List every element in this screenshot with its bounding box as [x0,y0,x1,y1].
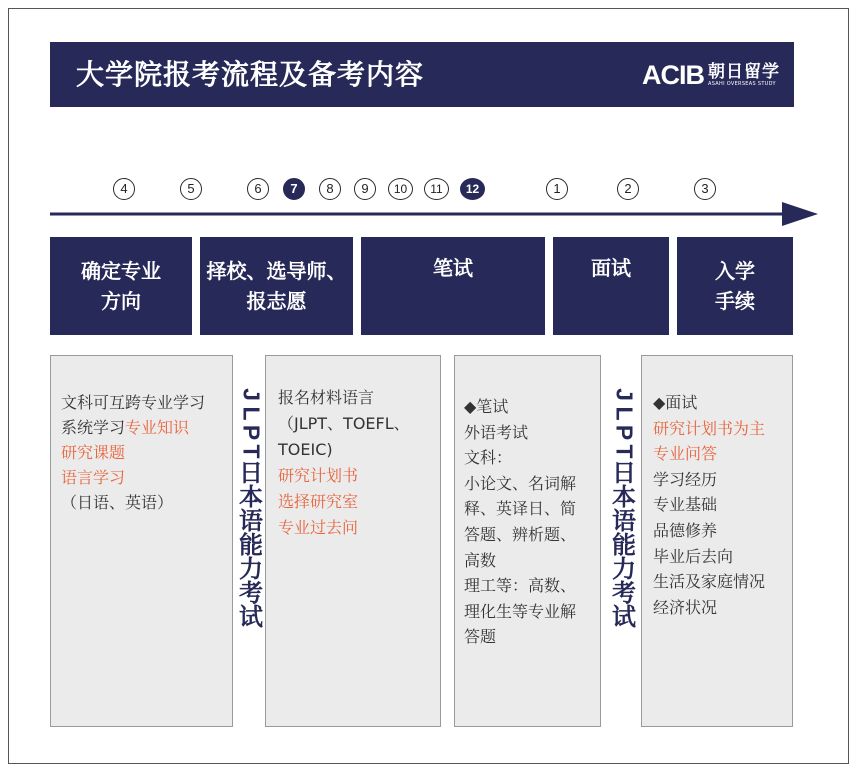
month-step: 4 [113,178,135,200]
panel-text-line [61,418,189,438]
vertical-char: J [611,388,638,401]
panel-text-line [278,492,358,512]
panel-application-materials [265,355,441,727]
body-text: 学习经历 [653,469,718,489]
month-step: 3 [694,178,716,200]
panel-text-line [653,547,733,567]
panel-major-prep [50,355,233,727]
panel-text-line [464,423,528,443]
panel-text-line [61,443,125,463]
highlight-text: 选择研究室 [278,492,359,511]
logo-mark: ACIB [642,59,704,90]
month-step: 8 [319,178,341,200]
vertical-char: L [611,406,638,421]
phase-choose-major: 确定专业 方向 [50,237,192,335]
panel-written-exam [454,355,601,727]
phase-choose-school: 择校、选导师、 报志愿 [200,237,353,335]
panel-text-line [61,468,125,488]
month-step-highlighted: 12 [460,178,485,200]
month-step: 9 [354,178,376,200]
vertical-char: 本 [612,483,636,511]
body-text: 理化生等专业解 [464,601,577,621]
panel-text-line [278,388,374,408]
logo-english-name: ASAHI OVERSEAS STUDY [708,80,776,87]
highlight-text: 研究课题 [61,443,126,462]
panel-text-line [464,448,512,468]
highlight-text: 研究计划书 [278,466,359,485]
body-text: 答题 [464,627,497,647]
panel-text-line [464,397,508,417]
panel-text-line [464,576,576,596]
vertical-char: T [611,444,638,459]
body-text: 报名材料语言 [278,388,375,407]
highlight-text: 语言学习 [61,468,126,487]
vertical-char: 日 [239,459,263,487]
vertical-char: 语 [239,507,263,535]
vertical-char: 日 [612,459,636,487]
panel-text-line [464,602,576,622]
body-text: 释、英译日、简 [464,499,577,519]
vertical-char: 能 [239,531,263,559]
panel-text-line [653,572,765,592]
body-text: ◆面试 [653,393,698,412]
body-text: 高数 [464,550,497,570]
body-text: 系统学习 [61,418,126,437]
vertical-char: P [611,424,638,441]
vertical-char: 能 [612,531,636,559]
vertical-char: 语 [612,507,636,535]
panel-text-line [464,474,576,494]
panel-text-line [278,518,358,538]
month-step: 1 [546,178,568,200]
page-title: 大学院报考流程及备考内容 [76,58,425,91]
body-text: 答题、辨析题、 [464,525,577,544]
body-text: 小论文、名词解 [464,473,577,493]
panel-text-line [464,499,576,519]
highlight-text: 研究计划书为主 [653,418,766,438]
body-text: ◆笔试 [464,397,509,416]
timeline-arrow [50,200,820,228]
highlight-text: 专业问答 [653,444,718,464]
vertical-char: 力 [612,555,636,583]
body-text: 文科可互跨专业学习 [61,393,206,412]
body-text: 外语考试 [464,422,529,442]
panel-text-line [61,493,173,513]
month-step: 5 [180,178,202,200]
panel-text-line [653,393,697,413]
panel-text-line [653,495,717,515]
body-text: 专业基础 [653,495,718,515]
logo-chinese-name: 朝日留学 [708,61,780,82]
month-step: 11 [424,178,449,200]
phase-written-exam: 笔试 [361,237,545,335]
jlpt-exam-label [609,385,639,629]
panel-text-line [278,414,410,434]
panel-text-line [653,444,717,464]
brand-logo [642,56,780,94]
panel-interview [641,355,793,727]
vertical-char: 考 [612,579,636,607]
body-text: 毕业后去向 [653,546,734,566]
vertical-char: T [238,444,265,459]
highlight-text: 专业过去问 [278,518,359,537]
vertical-char: 本 [239,483,263,511]
body-text: 生活及家庭情况 [653,572,766,592]
panel-text-line [278,466,358,486]
panel-text-line [464,627,496,647]
phase-enrollment: 入学 手续 [677,237,793,335]
panel-text-line [653,470,717,490]
month-step: 6 [247,178,269,200]
body-text: TOEIC) [278,440,333,459]
highlight-text: 专业知识 [125,418,190,437]
panel-text-line [653,598,717,618]
body-text: （JLPT、TOEFL、 [278,414,410,433]
panel-text-line [278,440,333,460]
vertical-char: 试 [239,603,263,631]
title-banner [50,42,794,107]
vertical-char: 考 [239,579,263,607]
vertical-char: J [238,388,265,401]
vertical-char: 力 [239,555,263,583]
vertical-char: L [238,406,265,421]
body-text: 品德修养 [653,521,718,540]
vertical-char: 试 [612,603,636,631]
month-step-highlighted: 7 [283,178,305,200]
phase-interview: 面试 [553,237,669,335]
body-text: 经济状况 [653,597,718,617]
panel-text-line [464,525,576,545]
panel-text-line [464,551,496,571]
jlpt-exam-label [236,385,266,629]
panel-text-line [61,393,205,413]
month-step: 2 [617,178,639,200]
body-text: 文科： [464,448,513,468]
panel-text-line [653,419,765,439]
month-step: 10 [388,178,413,200]
body-text: 理工等：高数、 [464,576,577,596]
panel-text-line [653,521,717,541]
body-text: （日语、英语） [61,493,174,512]
vertical-char: P [238,424,265,441]
